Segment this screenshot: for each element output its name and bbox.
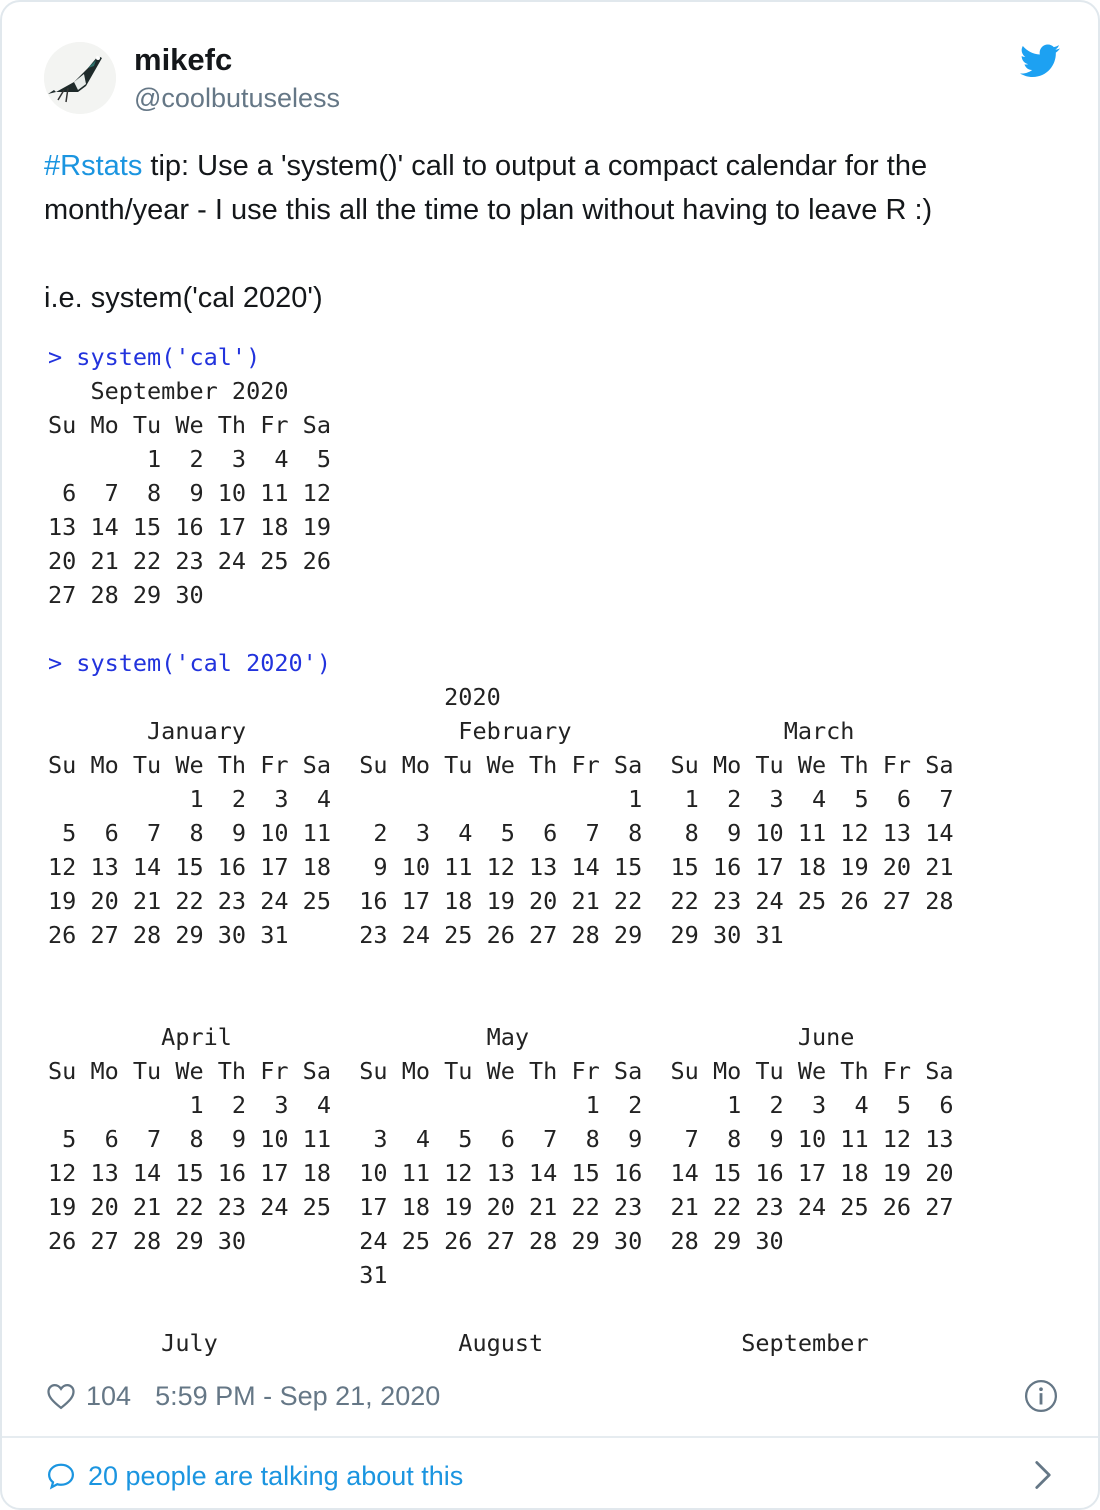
- cal-month-line: 20 21 22 23 24 25 26: [48, 547, 331, 575]
- cal-year-line: 19 20 21 22 23 24 25 17 18 19 20 21 22 23 21 22 23 24 25 26 27: [48, 1193, 954, 1221]
- author-name[interactable]: mikefc: [134, 42, 233, 77]
- cal-month-line: 6 7 8 9 10 11 12: [48, 479, 331, 507]
- cal-year-line: 1 2 3 4 1 2 1 2 3 4 5 6: [48, 1091, 954, 1119]
- twitter-bird-icon[interactable]: [1020, 44, 1060, 78]
- cal-year-line: July August September: [48, 1329, 869, 1357]
- cal-month-line: 27 28 29 30: [48, 581, 204, 609]
- cal-year-line: 5 6 7 8 9 10 11 2 3 4 5 6 7 8 8 9 10 11 12 13 14: [48, 819, 954, 847]
- cal-month-line: Su Mo Tu We Th Fr Sa: [48, 411, 331, 439]
- heart-icon[interactable]: [46, 1382, 76, 1410]
- cal-year-line: 2020: [48, 683, 501, 711]
- cal-year-line: 26 27 28 29 30 24 25 26 27 28 29 30 28 29 30: [48, 1227, 784, 1255]
- cal-year-line: 12 13 14 15 16 17 18 10 11 12 13 14 15 16 14 15 16 17 18 19 20: [48, 1159, 954, 1187]
- author-handle[interactable]: @coolbutuseless: [134, 83, 341, 113]
- tweet-line-2: month/year - I use this all the time to plan without having to leave R :): [44, 194, 933, 226]
- cal-year-line: Su Mo Tu We Th Fr Sa Su Mo Tu We Th Fr Sa Su Mo Tu We Th Fr Sa: [48, 1057, 954, 1085]
- hashtag-link[interactable]: #Rstats: [44, 150, 143, 182]
- cal-month-line: September 2020: [48, 377, 289, 405]
- terminal-screenshot[interactable]: [44, 338, 1064, 1358]
- info-icon[interactable]: [1024, 1379, 1058, 1413]
- cal-year-line: April May June: [48, 1023, 855, 1051]
- tweet-text: [44, 144, 1064, 320]
- command-cal-2020: > system('cal 2020'): [48, 649, 331, 677]
- reply-bubble-icon: [46, 1461, 76, 1491]
- command-cal: > system('cal'): [48, 343, 261, 371]
- conversation-link[interactable]: [46, 1456, 463, 1496]
- tweet-line-1: [44, 144, 1064, 188]
- tweet-meta: [46, 1378, 440, 1414]
- cal-year-line: Su Mo Tu We Th Fr Sa Su Mo Tu We Th Fr Sa Su Mo Tu We Th Fr Sa: [48, 751, 954, 779]
- blank-line: [44, 232, 1064, 276]
- conversation-label: 20 people are talking about this: [88, 1460, 464, 1491]
- cal-year-line: 5 6 7 8 9 10 11 3 4 5 6 7 8 9 7 8 9 10 11 12 13: [48, 1125, 954, 1153]
- cal-year-line: January February March: [48, 717, 855, 745]
- cal-year-line: 31: [48, 1261, 388, 1289]
- like-count[interactable]: 104: [86, 1380, 132, 1411]
- cal-year-line: 26 27 28 29 30 31 23 24 25 26 27 28 29 29 30 31: [48, 921, 784, 949]
- divider: [2, 1436, 1100, 1438]
- chevron-right-icon[interactable]: [1032, 1460, 1054, 1490]
- tweet-line-3: i.e. system('cal 2020'): [44, 282, 323, 314]
- timestamp[interactable]: 5:59 PM - Sep 21, 2020: [155, 1380, 441, 1411]
- cal-year-line: 19 20 21 22 23 24 25 16 17 18 19 20 21 22 22 23 24 25 26 27 28: [48, 887, 954, 915]
- cal-month-line: 1 2 3 4 5: [48, 445, 331, 473]
- cal-year-line: 1 2 3 4 1 1 2 3 4 5 6 7: [48, 785, 954, 813]
- cal-month-line: 13 14 15 16 17 18 19: [48, 513, 331, 541]
- avatar[interactable]: [44, 42, 116, 114]
- tweet-line-1-text: tip: Use a 'system()' call to output a compact calendar for the: [142, 150, 928, 182]
- magpie-avatar-image: [44, 42, 116, 114]
- cal-year-line: 12 13 14 15 16 17 18 9 10 11 12 13 14 15 15 16 17 18 19 20 21: [48, 853, 954, 881]
